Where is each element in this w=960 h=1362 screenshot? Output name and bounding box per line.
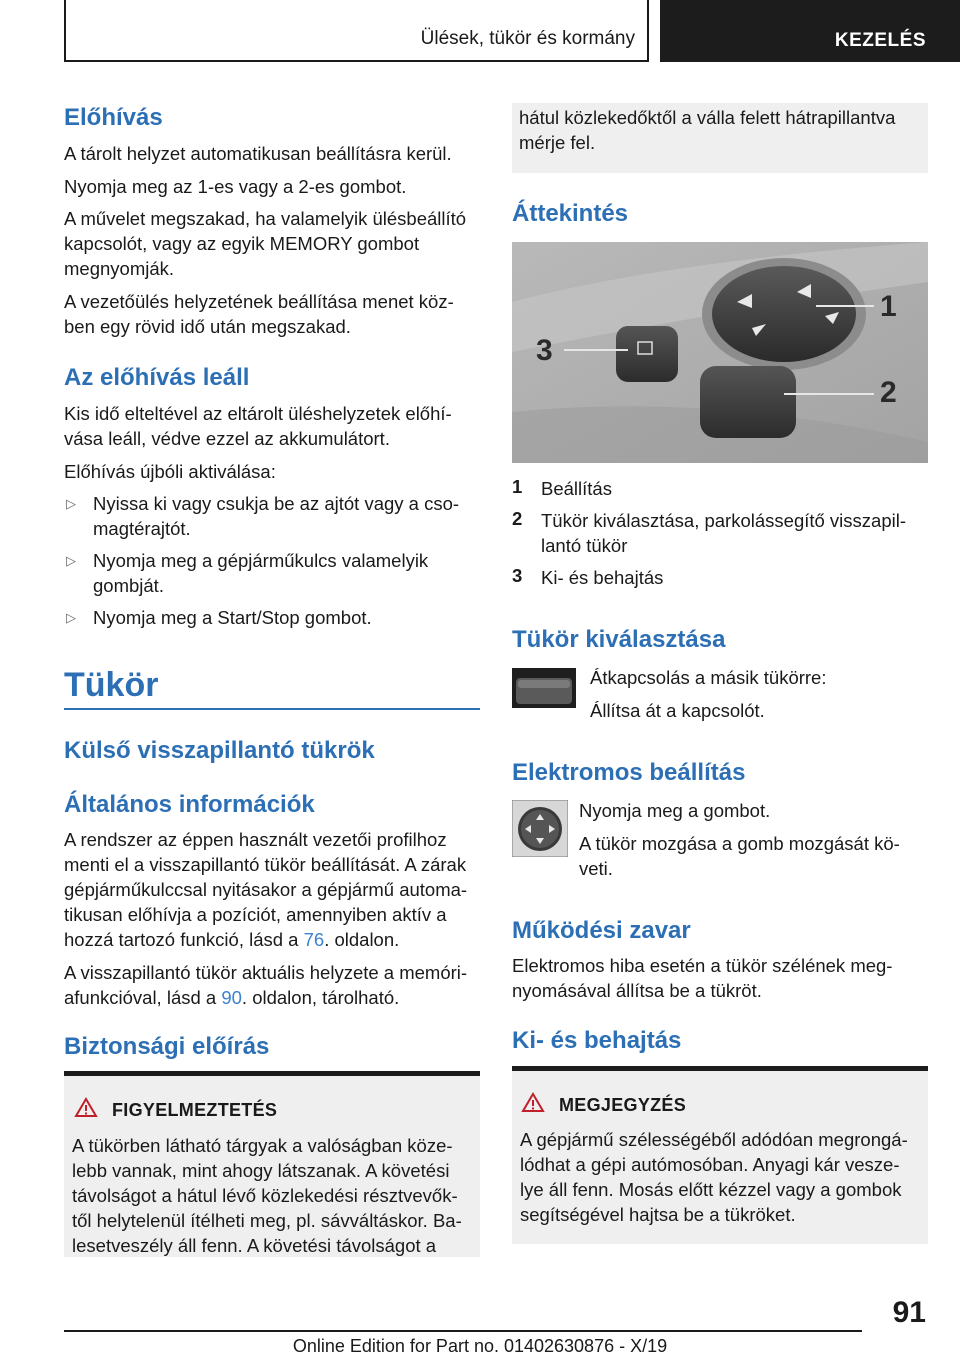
leall-p1-line2: vása leáll, védve ezzel az akkumulátort. bbox=[64, 428, 390, 449]
legend-text-3: Ki- és behajtás bbox=[541, 567, 664, 588]
heading-biztonsagi: Biztonsági előírás bbox=[64, 1033, 270, 1060]
zavar-line2: nyomásával állítsa be a tükröt. bbox=[512, 980, 762, 1001]
bullet-triangle-icon: ▷ bbox=[66, 553, 76, 568]
altalanos-p1-line4: tikusan előhívja a pozíciót, amennyiben aktív a bbox=[64, 904, 447, 925]
leall-bullet1-line2: magtérajtót. bbox=[93, 518, 191, 539]
altalanos-p1-line5: hozzá tartozó funkció, lásd a 76. oldalon. bbox=[64, 929, 400, 950]
elektromos-p2-line2: veti. bbox=[579, 858, 613, 879]
kivalasztas-p1: Átkapcsolás a másik tükörre: bbox=[590, 667, 827, 688]
leall-bullet3-line1: Nyomja meg a Start/Stop gombot. bbox=[93, 607, 372, 628]
altalanos-p2-line2: afunkcióval, lásd a 90. oldalon, tárolható. bbox=[64, 987, 400, 1008]
page-link-90[interactable]: 90 bbox=[221, 987, 242, 1008]
note-line2: lódhat a gépi autómosóban. Anyagi kár vesze‐ bbox=[520, 1154, 900, 1175]
note-box-bar bbox=[512, 1066, 928, 1071]
heading-attekintes: Áttekintés bbox=[512, 200, 629, 227]
legend-text-2-line2: lantó tükör bbox=[541, 535, 628, 556]
warning-line2: lebb vannak, mint ahogy látszanak. A követési bbox=[72, 1160, 450, 1181]
legend-num-2: 2 bbox=[512, 508, 523, 529]
callout-2: 2 bbox=[880, 376, 897, 409]
elohivas-p2: Nyomja meg az 1-es vagy a 2-es gombot. bbox=[64, 176, 407, 197]
page-number: 91 bbox=[892, 1296, 926, 1329]
leall-bullet2-line2: gombját. bbox=[93, 575, 164, 596]
heading-elektromos: Elektromos beállítás bbox=[512, 759, 746, 786]
header-chapter-box bbox=[660, 0, 960, 62]
altalanos-p1-line3: gépjárműkulccsal nyitásakor a gépjármű automa‐ bbox=[64, 879, 468, 900]
legend-text-1: Beállítás bbox=[541, 478, 612, 499]
heading-altalanos: Általános információk bbox=[64, 791, 315, 818]
heading-elohivas: Előhívás bbox=[64, 104, 163, 131]
elektromos-p1: Nyomja meg a gombot. bbox=[579, 800, 771, 821]
altalanos-p1-line2: menti el a visszapillantó tükör beállítását. A zárak bbox=[64, 854, 467, 875]
warning-triangle-icon bbox=[74, 1097, 98, 1118]
footer-edition: Online Edition for Part no. 01402630876 - X/19 bbox=[292, 1336, 668, 1356]
heading-kulso-tukrok: Külső visszapillantó tükrök bbox=[64, 737, 375, 764]
elohivas-p3-line3: megnyomják. bbox=[64, 258, 175, 279]
elektromos-p2-line1: A tükör mozgása a gomb mozgását kö‐ bbox=[579, 833, 900, 854]
heading-tukor: Tükör bbox=[64, 666, 159, 704]
warning-line1: A tükörben látható tárgyak a valóságban köze‐ bbox=[72, 1135, 453, 1156]
leall-bullet1-line1: Nyissa ki vagy csukja be az ajtót vagy a cso‐ bbox=[93, 493, 460, 514]
note-title: MEGJEGYZÉS bbox=[559, 1095, 687, 1115]
bullet-triangle-icon: ▷ bbox=[66, 496, 76, 511]
legend-text-2-line1: Tükör kiválasztása, parkolássegítő visszapil‐ bbox=[541, 510, 907, 531]
caution-triangle-icon bbox=[521, 1092, 545, 1113]
header-chapter-title: KEZELÉS bbox=[834, 30, 926, 51]
heading-kivalasztas: Tükör kiválasztása bbox=[512, 626, 726, 653]
heading-zavar: Működési zavar bbox=[512, 917, 691, 944]
warning-line4: től helytelenül ítélheti meg, pl. sávváltáskor. Ba‐ bbox=[72, 1210, 462, 1231]
heading-leall: Az előhívás leáll bbox=[64, 364, 250, 391]
kivalasztas-p2: Állítsa át a kapcsolót. bbox=[590, 700, 765, 721]
altalanos-p2-line1: A visszapillantó tükör aktuális helyzete a memóri‐ bbox=[64, 962, 468, 983]
header-section-box bbox=[64, 0, 649, 62]
page-link-76[interactable]: 76 bbox=[303, 929, 325, 950]
warning-line3: távolságot a hátul lévő közlekedési résztvevők‐ bbox=[72, 1185, 458, 1206]
note-line1: A gépjármű szélességéből adódóan megrongá‐ bbox=[520, 1129, 908, 1150]
warning-title: FIGYELMEZTETÉS bbox=[112, 1100, 278, 1120]
zavar-line1: Elektromos hiba esetén a tükör szélének meg‐ bbox=[512, 955, 893, 976]
note-line3: lye áll fenn. Mosás előtt kézzel vagy a gombok bbox=[520, 1179, 902, 1200]
heading-behajtas: Ki- és behajtás bbox=[512, 1027, 682, 1054]
warning-line5: lesetveszély áll fenn. A követési távolságot a bbox=[72, 1235, 437, 1256]
mirror-controls-photo bbox=[512, 242, 928, 463]
leall-p1-line1: Kis idő elteltével az eltárolt üléshelyzetek előhí‐ bbox=[64, 403, 452, 424]
warning-box-bar bbox=[64, 1071, 480, 1076]
heading-rule bbox=[64, 708, 480, 710]
warning-cont-line2: mérje fel. bbox=[519, 132, 596, 153]
leall-bullet2-line1: Nyomja meg a gépjárműkulcs valamelyik bbox=[93, 550, 429, 571]
leall-p2: Előhívás újbóli aktiválása: bbox=[64, 461, 276, 482]
callout-3: 3 bbox=[536, 334, 553, 367]
mirror-switch-icon bbox=[512, 668, 576, 708]
mirror-adjust-button-icon bbox=[512, 800, 568, 857]
header-section-title: Ülések, tükör és kormány bbox=[420, 28, 635, 49]
altalanos-p1-line1: A rendszer az éppen használt vezetői profilhoz bbox=[64, 829, 447, 850]
elohivas-p4-line2: ben egy rövid idő után megszakad. bbox=[64, 316, 351, 337]
legend-num-3: 3 bbox=[512, 565, 523, 586]
elohivas-p3-line2: kapcsolót, vagy az egyik MEMORY gombot bbox=[64, 233, 420, 254]
footer-rule bbox=[64, 1330, 862, 1332]
bullet-triangle-icon: ▷ bbox=[66, 610, 76, 625]
elohivas-p3-line1: A művelet megszakad, ha valamelyik ülésbeállító bbox=[64, 208, 467, 229]
elohivas-p1: A tárolt helyzet automatikusan beállításra kerül. bbox=[64, 143, 452, 164]
note-line4: segítségével hajtsa be a tükröket. bbox=[520, 1204, 796, 1225]
callout-1: 1 bbox=[880, 290, 897, 323]
warning-cont-line1: hátul közlekedőktől a válla felett hátrapillantva bbox=[519, 107, 896, 128]
elohivas-p4-line1: A vezetőülés helyzetének beállítása menet köz‐ bbox=[64, 291, 454, 312]
legend-num-1: 1 bbox=[512, 476, 523, 497]
